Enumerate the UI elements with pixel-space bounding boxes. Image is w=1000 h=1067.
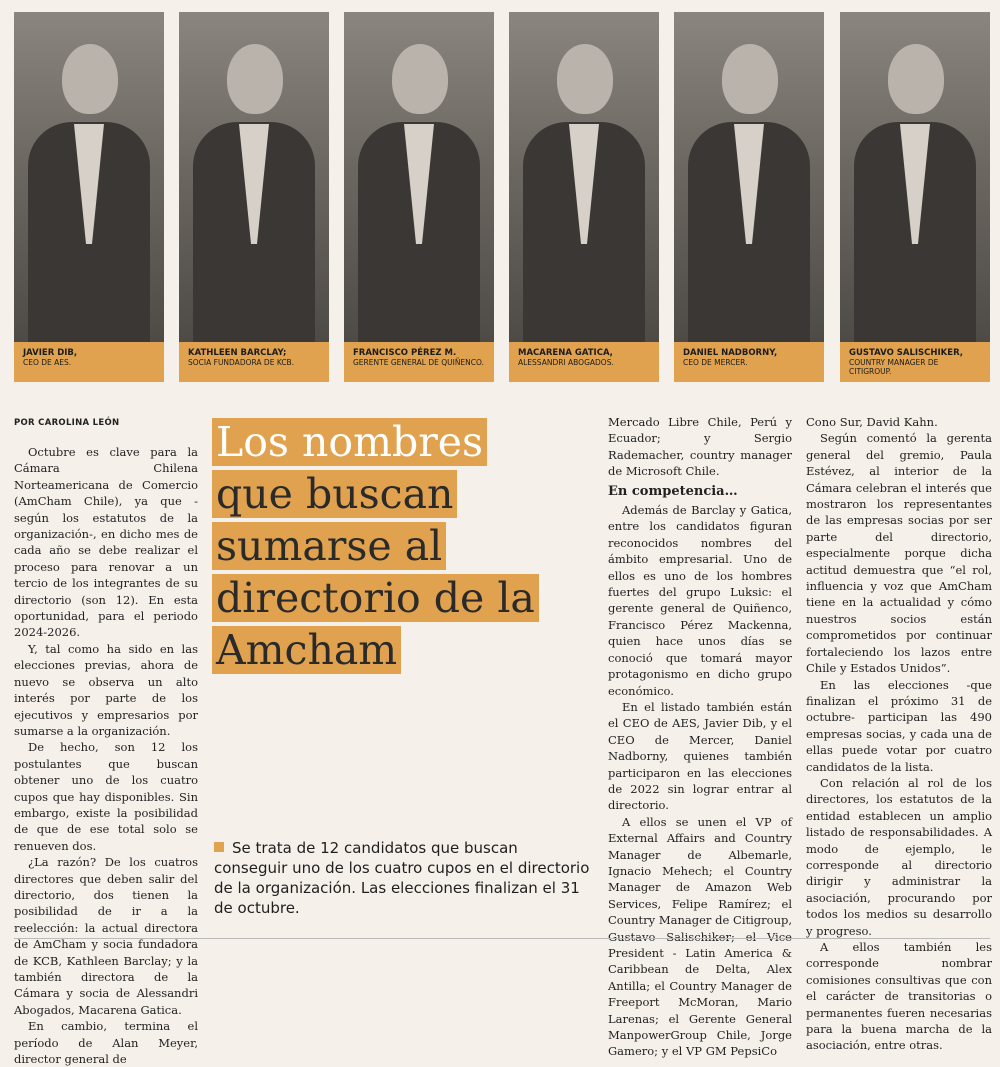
article-column-1 bbox=[14, 444, 198, 1067]
person-card bbox=[179, 12, 329, 382]
person-role: CEO DE MERCER. bbox=[683, 358, 748, 367]
person-caption bbox=[344, 342, 494, 382]
person-caption bbox=[509, 342, 659, 382]
paragraph: En las elecciones -que finalizan el próximo 31 de octubre- participan las 490 empresas socias, y cada una de ellas puede votar por cuatro candidatos de la lista. bbox=[806, 677, 992, 774]
paragraph: Y, tal como ha sido en las elecciones previas, ahora de nuevo se observa un alto interés por parte de los ejecutivos y empresarios por sumarse a la organización. bbox=[14, 641, 198, 738]
paragraph: En el listado también están el CEO de AES, Javier Dib, y el CEO de Mercer, Daniel Nadborny, quienes también participaron en las elecciones de 2022 sin lograr entrar al directorio. bbox=[608, 699, 792, 813]
paragraph: Según comentó la gerenta general del gremio, Paula Estévez, al interior de la Cámara celebran el interés que mostraron los representantes de las empresas socias por ser parte del directorio, especialmente porque dicha actitud demuestra que “el rol, influencia y voz que AmCham tiene en la actualidad y cómo nuestros socios están comprometidos por continuar fortaleciendo los lazos entre Chile y Estados Unidos”. bbox=[806, 431, 992, 676]
person-name: GUSTAVO SALISCHIKER, bbox=[849, 348, 963, 358]
portrait-photo bbox=[344, 12, 494, 342]
paragraph: Octubre es clave para la Cámara Chilena Norteamericana de Comercio (AmCham Chile), ya que -según los estatutos de la organización-, en dicho mes de cada año se debe realizar el proceso para renovar a un tercio de los integrantes de su directorio (son 12). En esta oportunidad, para el periodo 2024-2026. bbox=[14, 445, 198, 640]
portrait-photo bbox=[840, 12, 990, 342]
person-caption bbox=[14, 342, 164, 382]
portrait-photo bbox=[509, 12, 659, 342]
person-caption bbox=[179, 342, 329, 382]
person-card bbox=[840, 12, 990, 382]
person-card bbox=[674, 12, 824, 382]
paragraph: Con relación al rol de los directores, los estatutos de la entidad establecen un amplio listado de responsabilidades. A modo de ejemplo, le corresponde al directorio dirigir y administrar la asociación, procurando por todos los medios su desarrollo y progreso. bbox=[806, 775, 992, 938]
person-name: JAVIER DIB, bbox=[23, 348, 78, 358]
person-role: SOCIA FUNDADORA DE KCB. bbox=[188, 358, 295, 367]
paragraph: En cambio, termina el período de Alan Meyer, director general de bbox=[14, 1019, 198, 1067]
headline-line: Amcham bbox=[212, 626, 401, 674]
person-role: CEO DE AES. bbox=[23, 358, 72, 367]
paragraph: Mercado Libre Chile, Perú y Ecuador; y Sergio Rademacher, country manager de Microsoft Chile. bbox=[608, 415, 792, 479]
paragraph: ¿La razón? De los cuatros directores que deben salir del directorio, dos tienen la posibilidad de ir a la reelección: la actual directora de AmCham y socia fundadora de KCB, Kathleen Barclay; y la también directora de la Cámara y socia de Alessandri Abogados, Macarena Gatica. bbox=[14, 855, 198, 1017]
portrait-photo bbox=[179, 12, 329, 342]
person-card bbox=[14, 12, 164, 382]
paragraph: Cono Sur, David Kahn. bbox=[806, 415, 938, 429]
person-name: MACARENA GATICA, bbox=[518, 348, 613, 358]
paragraph: A ellos se unen el VP of External Affairs and Country Manager de Albemarle, Ignacio Mehech; el Country Manager de Amazon Web Services, Felipe Ramírez; el Country Manager de Citigroup, Gustavo Salischiker; el Vice President - Latin America & Caribbean de Delta, Alex Antilla; el Country Manager de Freeport McMoran, Mario Larenas; el Gerente General ManpowerGroup Chile, Jorge Gamero; y el VP GM PepsiCo bbox=[608, 814, 792, 1059]
portrait-photo bbox=[14, 12, 164, 342]
paragraph: Además de Barclay y Gatica, entre los candidatos figuran reconocidos nombres del ámbito empresarial. Uno de ellos es uno de los hombres fuertes del grupo Luksic: el gerente general de Quiñenco, Francisco Pérez Mackenna, quien hace unos días se conoció que tomará mayor protagonismo en dicho grupo económico. bbox=[608, 503, 792, 698]
person-role: GERENTE GENERAL DE QUIÑENCO. bbox=[353, 358, 484, 367]
headline-line: directorio de la bbox=[212, 574, 539, 622]
byline: POR CAROLINA LEÓN bbox=[14, 418, 120, 428]
paragraph: A ellos también les corresponde nombrar comisiones consultivas que con el carácter de transitorias o permanentes fueren necesarias para la buena marcha de la asociación, entre otras. bbox=[806, 940, 992, 1053]
bottom-divider bbox=[14, 938, 990, 939]
photo-strip bbox=[14, 12, 990, 382]
person-card bbox=[344, 12, 494, 382]
pull-quote bbox=[214, 838, 594, 918]
headline-line: sumarse al bbox=[212, 522, 446, 570]
person-card bbox=[509, 12, 659, 382]
headline bbox=[212, 418, 602, 678]
person-role: COUNTRY MANAGER DE CITIGROUP. bbox=[849, 358, 939, 376]
paragraph: De hecho, son 12 los postulantes que buscan obtener uno de los cuatro cupos que hay disponibles. Sin embargo, existe la posibilidad de que de ese total solo se renueven dos. bbox=[14, 740, 198, 853]
person-caption bbox=[674, 342, 824, 382]
headline-line: que buscan bbox=[212, 470, 457, 518]
article-column-3 bbox=[608, 414, 792, 1060]
article-column-4 bbox=[806, 414, 992, 1054]
section-heading: En competencia… bbox=[608, 483, 738, 499]
person-name: DANIEL NADBORNY, bbox=[683, 348, 778, 358]
portrait-photo bbox=[674, 12, 824, 342]
person-name: FRANCISCO PÉREZ M. bbox=[353, 348, 457, 358]
pull-quote-text: Se trata de 12 candidatos que buscan conseguir uno de los cuatro cupos en el directorio de la organización. Las elecciones finalizan el 31 de octubre. bbox=[214, 839, 590, 917]
square-bullet-icon bbox=[214, 842, 224, 852]
headline-line: Los nombres bbox=[212, 418, 487, 466]
person-caption bbox=[840, 342, 990, 382]
person-role: ALESSANDRI ABOGADOS. bbox=[518, 358, 614, 367]
person-name: KATHLEEN BARCLAY; bbox=[188, 348, 287, 358]
